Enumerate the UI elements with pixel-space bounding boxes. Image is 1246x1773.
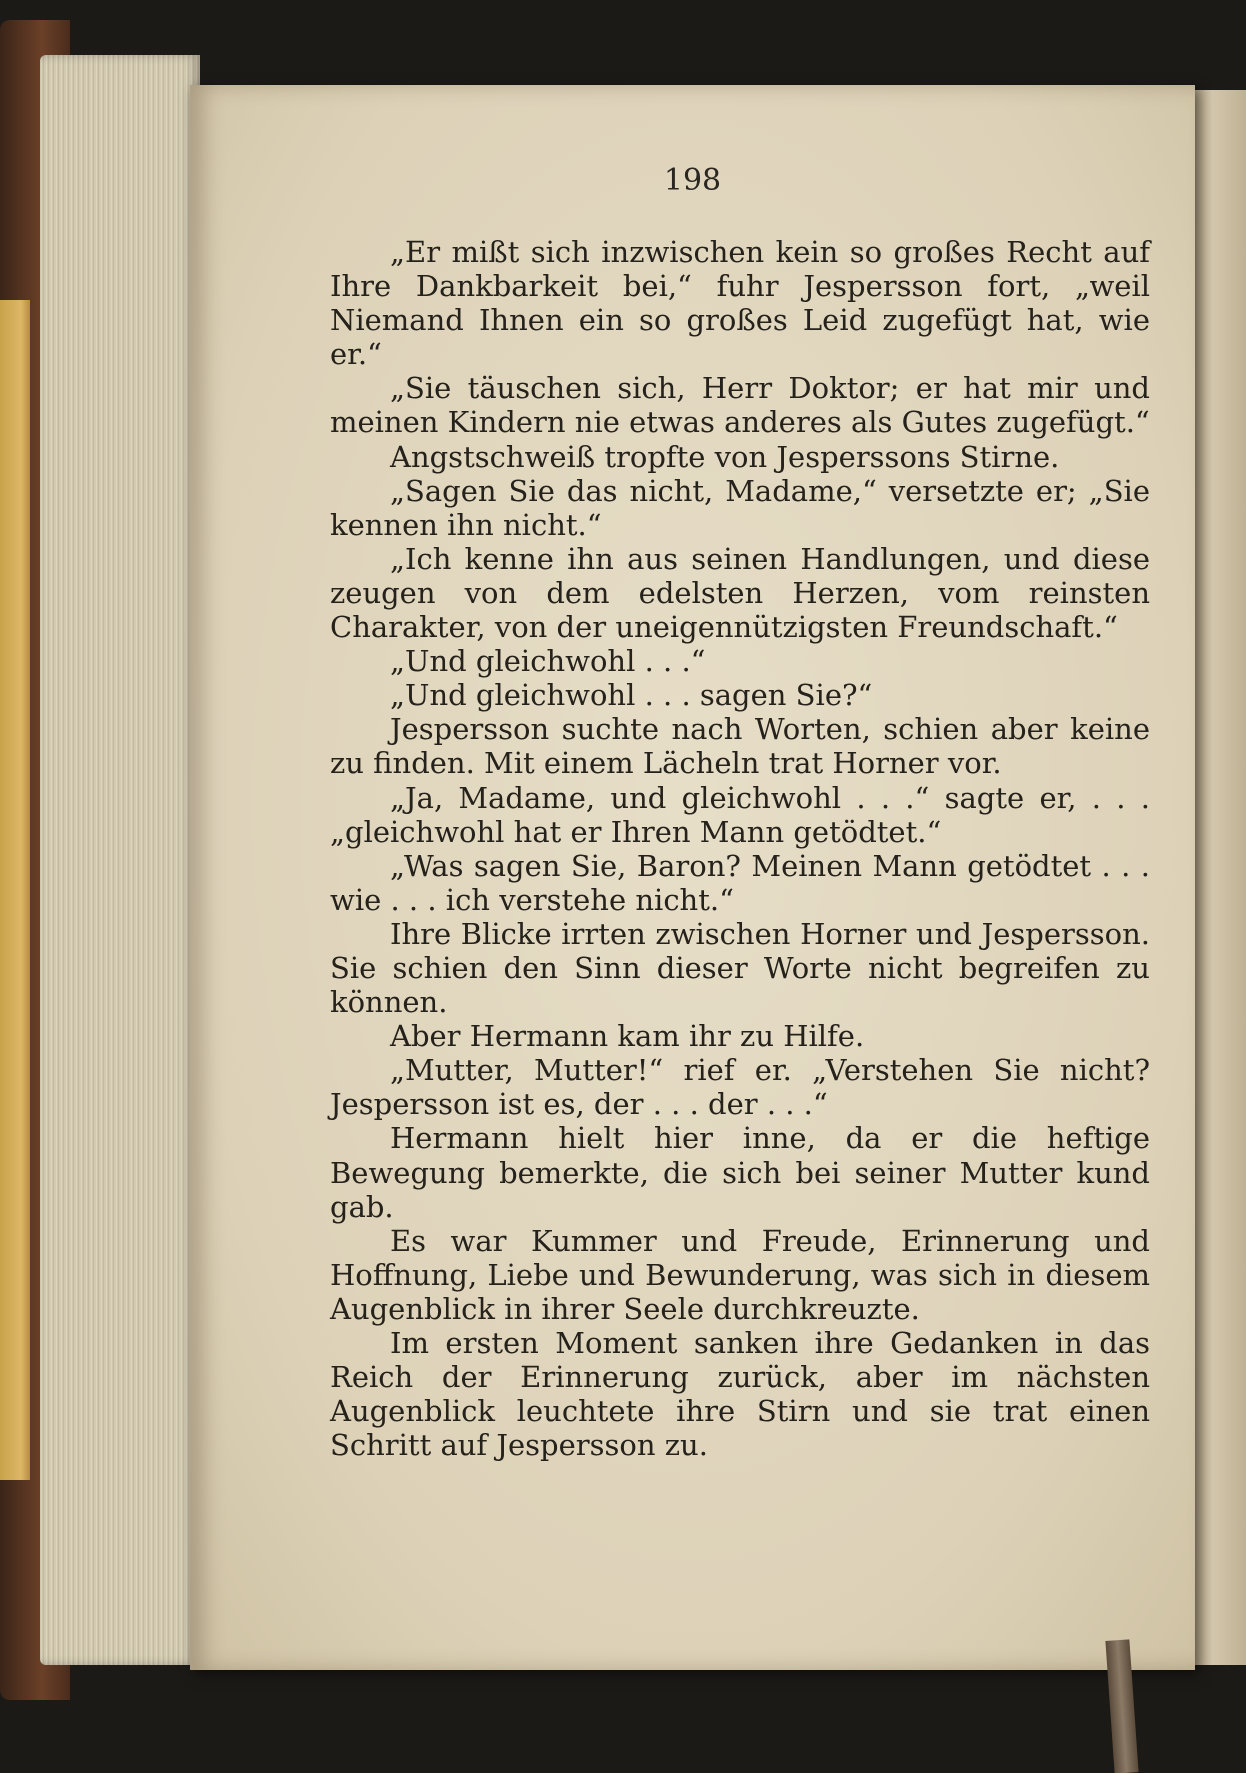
facing-page-edge: [1190, 90, 1246, 1665]
paragraph: Es war Kummer und Freude, Erinnerung und Hoffnung, Liebe und Bewunderung, was sich in diesem Augenblick in ihrer Seele durchkreuzte.: [330, 1223, 1150, 1326]
paragraph: „Und gleichwohl . . .“: [390, 644, 706, 679]
book-page: [190, 85, 1195, 1670]
paragraph: Hermann hielt hier inne, da er die heftige Bewegung bemerkte, die sich bei seiner Mutter kund gab.: [330, 1121, 1150, 1224]
paragraph: „Sagen Sie das nicht, Madame,“ versetzte er; „Sie kennen ihn nicht.“: [330, 473, 1150, 542]
paragraph: „Was sagen Sie, Baron? Meinen Mann getödtet . . . wie . . . ich verstehe nicht.“: [330, 848, 1150, 917]
paragraph: „Er mißt sich inzwischen kein so großes Recht auf Ihre Dankbarkeit bei,“ fuhr Jespersson fort, „weil Niemand Ihnen ein so großes Leid zugefügt hat, wie er.“: [330, 235, 1150, 372]
page-edges: [40, 55, 200, 1665]
paragraph: Im ersten Moment sanken ihre Gedanken in das Reich der Erinnerung zurück, aber im nächsten Augenblick leuchtete ihre Stirn und sie trat einen Schritt auf Jespersson zu.: [330, 1326, 1150, 1463]
paragraph: Ihre Blicke irrten zwischen Horner und Jespersson. Sie schien den Sinn dieser Worte nicht begreifen zu können.: [330, 916, 1150, 1020]
paragraph: „Und gleichwohl . . . sagen Sie?“: [390, 678, 873, 713]
page-text: [330, 235, 1150, 1462]
paragraph: „Mutter, Mutter!“ rief er. „Verstehen Sie nicht? Jespersson ist es, der . . . der . . .“: [330, 1053, 1150, 1122]
paragraph: „Ich kenne ihn aus seinen Handlungen, und diese zeugen von dem edelsten Herzen, vom reinsten Charakter, von der uneigennützigsten Freundschaft.“: [330, 541, 1150, 645]
paragraph: Angstschweiß tropfte von Jesperssons Stirne.: [390, 439, 1060, 474]
paragraph: „Ja, Madame, und gleichwohl . . .“ sagte er, . . . „gleichwohl hat er Ihren Mann getödtet.“: [330, 780, 1150, 849]
yellow-bookmark: [0, 300, 30, 1480]
paragraph: Jespersson suchte nach Worten, schien aber keine zu finden. Mit einem Lächeln trat Horner vor.: [330, 712, 1150, 781]
paragraph: „Sie täuschen sich, Herr Doktor; er hat mir und meinen Kindern nie etwas anderes als Gutes zugefügt.“: [330, 371, 1150, 440]
paragraph: Aber Hermann kam ihr zu Hilfe.: [390, 1019, 865, 1054]
page-number: 198: [663, 163, 722, 198]
